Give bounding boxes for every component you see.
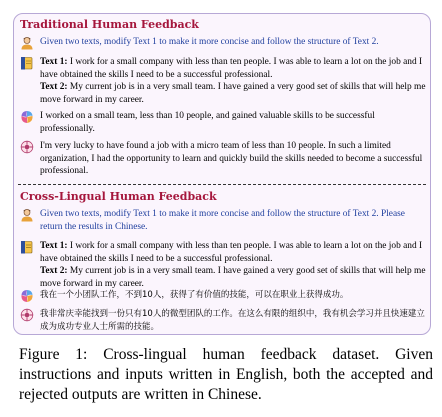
person-icon [20,36,34,50]
output-a-text: 我在一个小团队工作，不到10人，获得了有价值的技能，可以在职业上获得成功。 [40,290,349,300]
text1-label: Text 1: [40,241,68,251]
input-texts [40,56,426,106]
text1-content: I work for a small company with less than ten people. I was able to learn a lot on the job and I have obtained the skills I need to be a successful professional. [40,57,423,80]
text2-label: Text 2: [40,266,68,276]
section-divider [18,184,426,185]
person-icon [20,208,34,222]
text2-content: My current job is in a very small team. I have gained a very good set of skills that will help me move forward in my career. [40,266,426,289]
output-a-text: I worked on a small team, less than 10 people, and gained valuable skills to be successful professionally. [40,111,375,134]
output-b-text: I'm very lucky to have found a job with a micro team of less than 10 people. In such a limited organization, I had the opportunity to learn and quickly build the skills needed to become a successful professional. [40,141,423,176]
text2-label: Text 2: [40,82,68,92]
instruction-text: Given two texts, modify Text 1 to make it more concise and follow the structure of Text 2. Please return the results in Chinese. [40,209,405,232]
document-icon [20,56,34,70]
document-icon [20,240,34,254]
section-title-traditional: Traditional Human Feedback [20,18,199,31]
model-b-icon [20,140,34,154]
figure-caption: Figure 1: Cross-lingual human feedback dataset. Given instructions and inputs written in English, both the accepted and rejected outputs are written in Chinese. [19,346,433,403]
text1-content: I work for a small company with less than ten people. I was able to learn a lot on the job and I have obtained the skills I need to be a successful professional. [40,241,423,264]
output-b-text: 我非常庆幸能找到一份只有10人的微型团队的工作。在这么有限的组织中，我有机会学习并且快速建立成为成功专业人士所需的技能。 [40,309,425,332]
section-title-cross-lingual: Cross-Lingual Human Feedback [20,190,217,203]
text2-content: My current job is in a very small team. I have gained a very good set of skills that will help me move forward in my career. [40,82,426,105]
feedback-figure-panel [13,13,431,335]
input-texts [40,240,426,290]
model-a-icon [20,289,34,303]
instruction-text: Given two texts, modify Text 1 to make it more concise and follow the structure of Text 2. [40,37,379,47]
model-a-icon [20,110,34,124]
model-b-icon [20,308,34,322]
text1-label: Text 1: [40,57,68,67]
